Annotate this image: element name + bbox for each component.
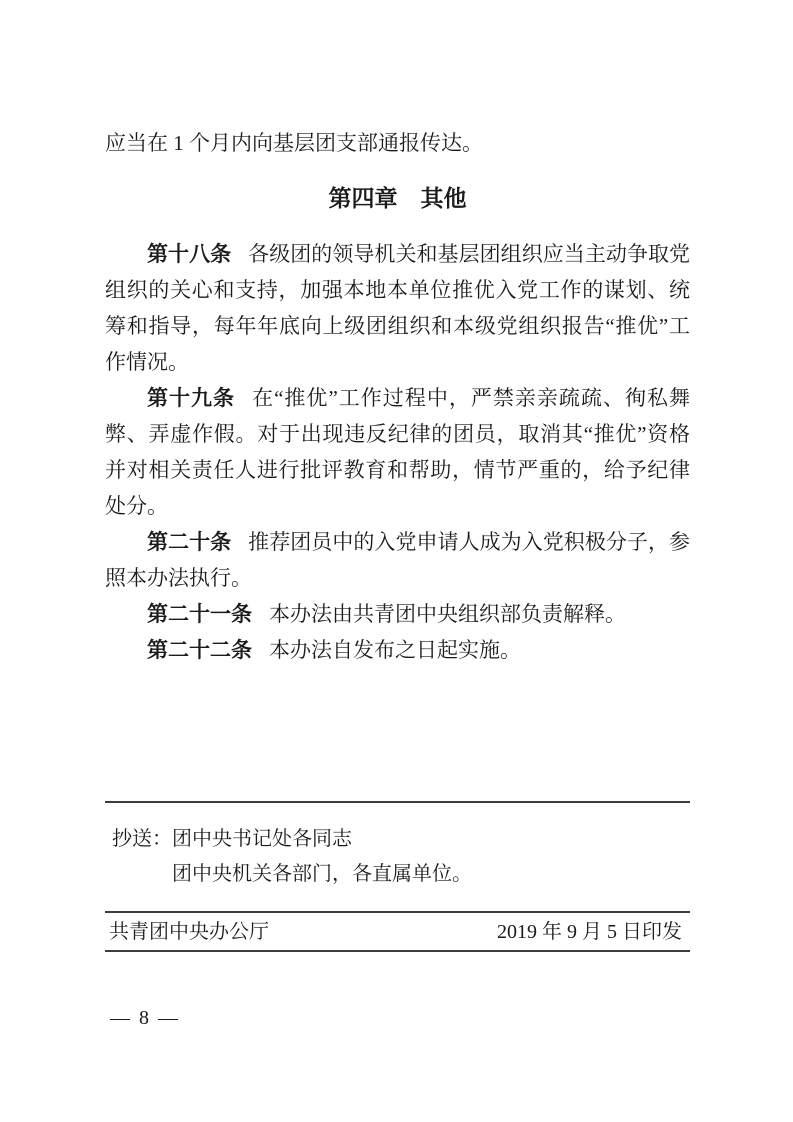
article-paragraph-20 [105,524,690,596]
article-paragraph-19 [105,380,690,524]
article-number: 第二十二条 [147,638,252,662]
article-text: 本办法自发布之日起实施。 [269,638,521,662]
article-paragraph-22 [105,632,690,668]
article-paragraph-21 [105,596,690,632]
chapter-heading: 第四章 其他 [328,186,467,211]
copy-to-line: 团中央机关各部门，各直属单位。 [172,863,472,885]
copy-to-section [112,822,472,892]
print-date: 2019 年 9 月 5 日印发 [497,921,682,943]
imprint-row [105,918,690,946]
article-number: 第二十一条 [147,602,252,626]
copy-to-lines [172,822,472,892]
article-number: 第十九条 [147,386,236,410]
article-text: 推荐团员中的入党申请人成为入党积极分子，参照本办法执行。 [105,530,691,590]
separator-rule-bottom [105,950,690,952]
article-paragraph-18 [105,236,690,380]
page-number: — 8 — [110,1007,180,1029]
article-text: 在“推优”工作过程中，严禁亲亲疏疏、徇私舞弊、弄虚作假。对于出现违反纪律的团员，取消其“推优”资格并对相关责任人进行批评教育和帮助，情节严重的，给予纪律处分。 [105,386,691,518]
copy-to-line: 团中央书记处各同志 [172,828,352,850]
article-text: 各级团的领导机关和基层团组织应当主动争取党组织的关心和支持，加强本地本单位推优入党工作的谋划、统筹和指导，每年年底向上级团组织和本级党组织报告“推优”工作情况。 [105,242,691,374]
separator-rule-top [105,801,690,803]
article-text: 本办法由共青团中央组织部负责解释。 [269,602,626,626]
article-number: 第二十条 [147,530,232,554]
article-number: 第十八条 [147,242,232,266]
issuer-name: 共青团中央办公厅 [109,921,269,943]
separator-rule-middle [105,911,690,913]
body-text [105,125,690,668]
copy-to-label: 抄送： [112,828,172,850]
continuation-paragraph: 应当在 1 个月内向基层团支部通报传达。 [105,131,483,155]
